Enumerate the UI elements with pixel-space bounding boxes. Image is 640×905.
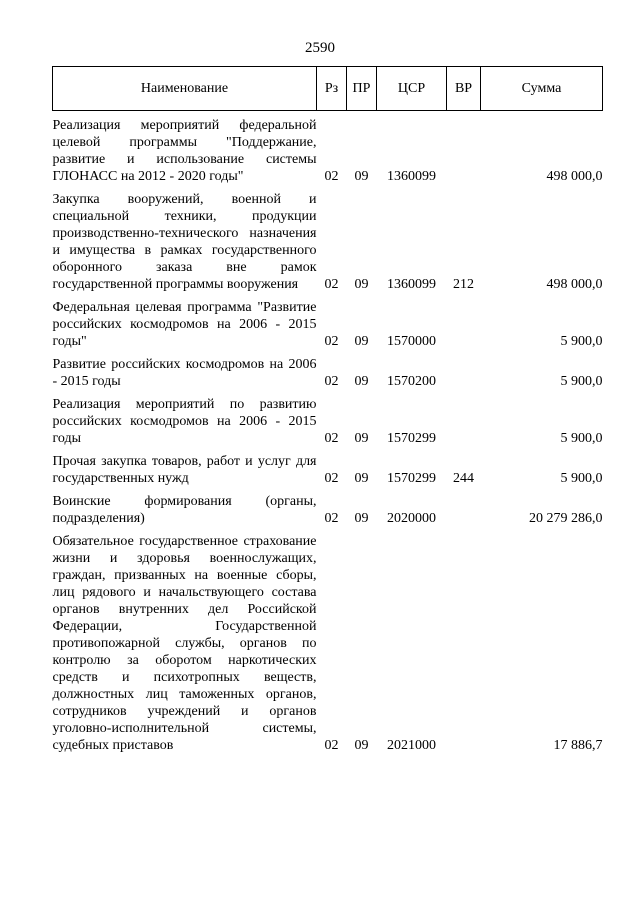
row-csr: 2021000 xyxy=(387,738,436,753)
row-rz: 02 xyxy=(324,511,339,526)
row-name: Развитие российских космодромов на 2006 - 2015 годы xyxy=(52,357,317,389)
row-csr: 1570299 xyxy=(387,471,436,486)
row-name: Обязательное государственное страхование жизни и здоровья военнослужащих, граждан, призванных на военные сборы, лиц рядового и начальствующего состава органов внутренних дел Российской Федерации, Государственной противопожарной службы, органов по контролю за оборотом наркотических средств и психотропных веществ, должностных лиц таможенных органов, сотрудников учреждений и органов уголовно-исполнительной системы, судебных приставов xyxy=(52,534,317,753)
row-rz: 02 xyxy=(324,277,339,292)
row-rz: 02 xyxy=(324,334,339,349)
row-name: Федеральная целевая программа "Развитие российских космодромов на 2006 - 2015 годы" xyxy=(52,300,317,349)
header-vr: ВР xyxy=(447,67,481,111)
row-pr: 09 xyxy=(354,334,369,349)
row-vr: 212 xyxy=(453,277,474,292)
page-number: 2590 xyxy=(305,40,335,56)
row-sum: 498 000,0 xyxy=(546,277,603,292)
row-vr: 244 xyxy=(453,471,474,486)
header-sum: Сумма xyxy=(481,67,603,111)
row-name: Реализация мероприятий по развитию российских космодромов на 2006 - 2015 годы xyxy=(52,397,317,446)
row-rz: 02 xyxy=(324,738,339,753)
row-pr: 09 xyxy=(354,431,369,446)
row-vr xyxy=(447,390,481,447)
row-rz: 02 xyxy=(324,169,339,184)
row-pr: 09 xyxy=(354,277,369,292)
row-csr: 1570000 xyxy=(387,334,436,349)
row-rz: 02 xyxy=(324,374,339,389)
row-pr: 09 xyxy=(354,374,369,389)
row-rz: 02 xyxy=(324,471,339,486)
table-header-row xyxy=(53,67,603,111)
table-row xyxy=(53,487,603,527)
header-rz: Рз xyxy=(317,67,347,111)
row-name: Воинские формирования (органы, подразделения) xyxy=(52,494,317,526)
row-vr xyxy=(447,487,481,527)
row-csr: 2020000 xyxy=(387,511,436,526)
row-csr: 1360099 xyxy=(387,277,436,292)
row-sum: 5 900,0 xyxy=(560,374,603,389)
row-vr xyxy=(447,111,481,186)
table-row xyxy=(53,390,603,447)
row-name: Реализация мероприятий федеральной целевой программы "Поддержание, развитие и использование системы ГЛОНАСС на 2012 - 2020 годы" xyxy=(52,118,317,184)
row-csr: 1570200 xyxy=(387,374,436,389)
table-row xyxy=(53,293,603,350)
row-csr: 1570299 xyxy=(387,431,436,446)
row-sum: 5 900,0 xyxy=(560,431,603,446)
header-csr: ЦСР xyxy=(377,67,447,111)
row-sum: 17 886,7 xyxy=(553,738,603,753)
row-vr xyxy=(447,527,481,754)
table-row xyxy=(53,185,603,293)
row-vr xyxy=(447,293,481,350)
row-rz: 02 xyxy=(324,431,339,446)
budget-table xyxy=(52,66,603,754)
row-sum: 5 900,0 xyxy=(560,334,603,349)
table-row xyxy=(53,447,603,487)
row-pr: 09 xyxy=(354,169,369,184)
row-sum: 5 900,0 xyxy=(560,471,603,486)
row-sum: 498 000,0 xyxy=(546,169,603,184)
table-row xyxy=(53,111,603,186)
row-pr: 09 xyxy=(354,738,369,753)
row-vr xyxy=(447,350,481,390)
row-name: Закупка вооружений, военной и специальной техники, продукции производственно-технического назначения и имущества в рамках государственного оборонного заказа вне рамок государственной программы вооружения xyxy=(52,192,317,292)
row-sum: 20 279 286,0 xyxy=(529,511,603,526)
row-pr: 09 xyxy=(354,511,369,526)
row-name: Прочая закупка товаров, работ и услуг для государственных нужд xyxy=(52,454,317,486)
row-csr: 1360099 xyxy=(387,169,436,184)
row-pr: 09 xyxy=(354,471,369,486)
header-pr: ПР xyxy=(347,67,377,111)
table-row xyxy=(53,350,603,390)
table-row xyxy=(53,527,603,754)
header-name: Наименование xyxy=(53,67,317,111)
